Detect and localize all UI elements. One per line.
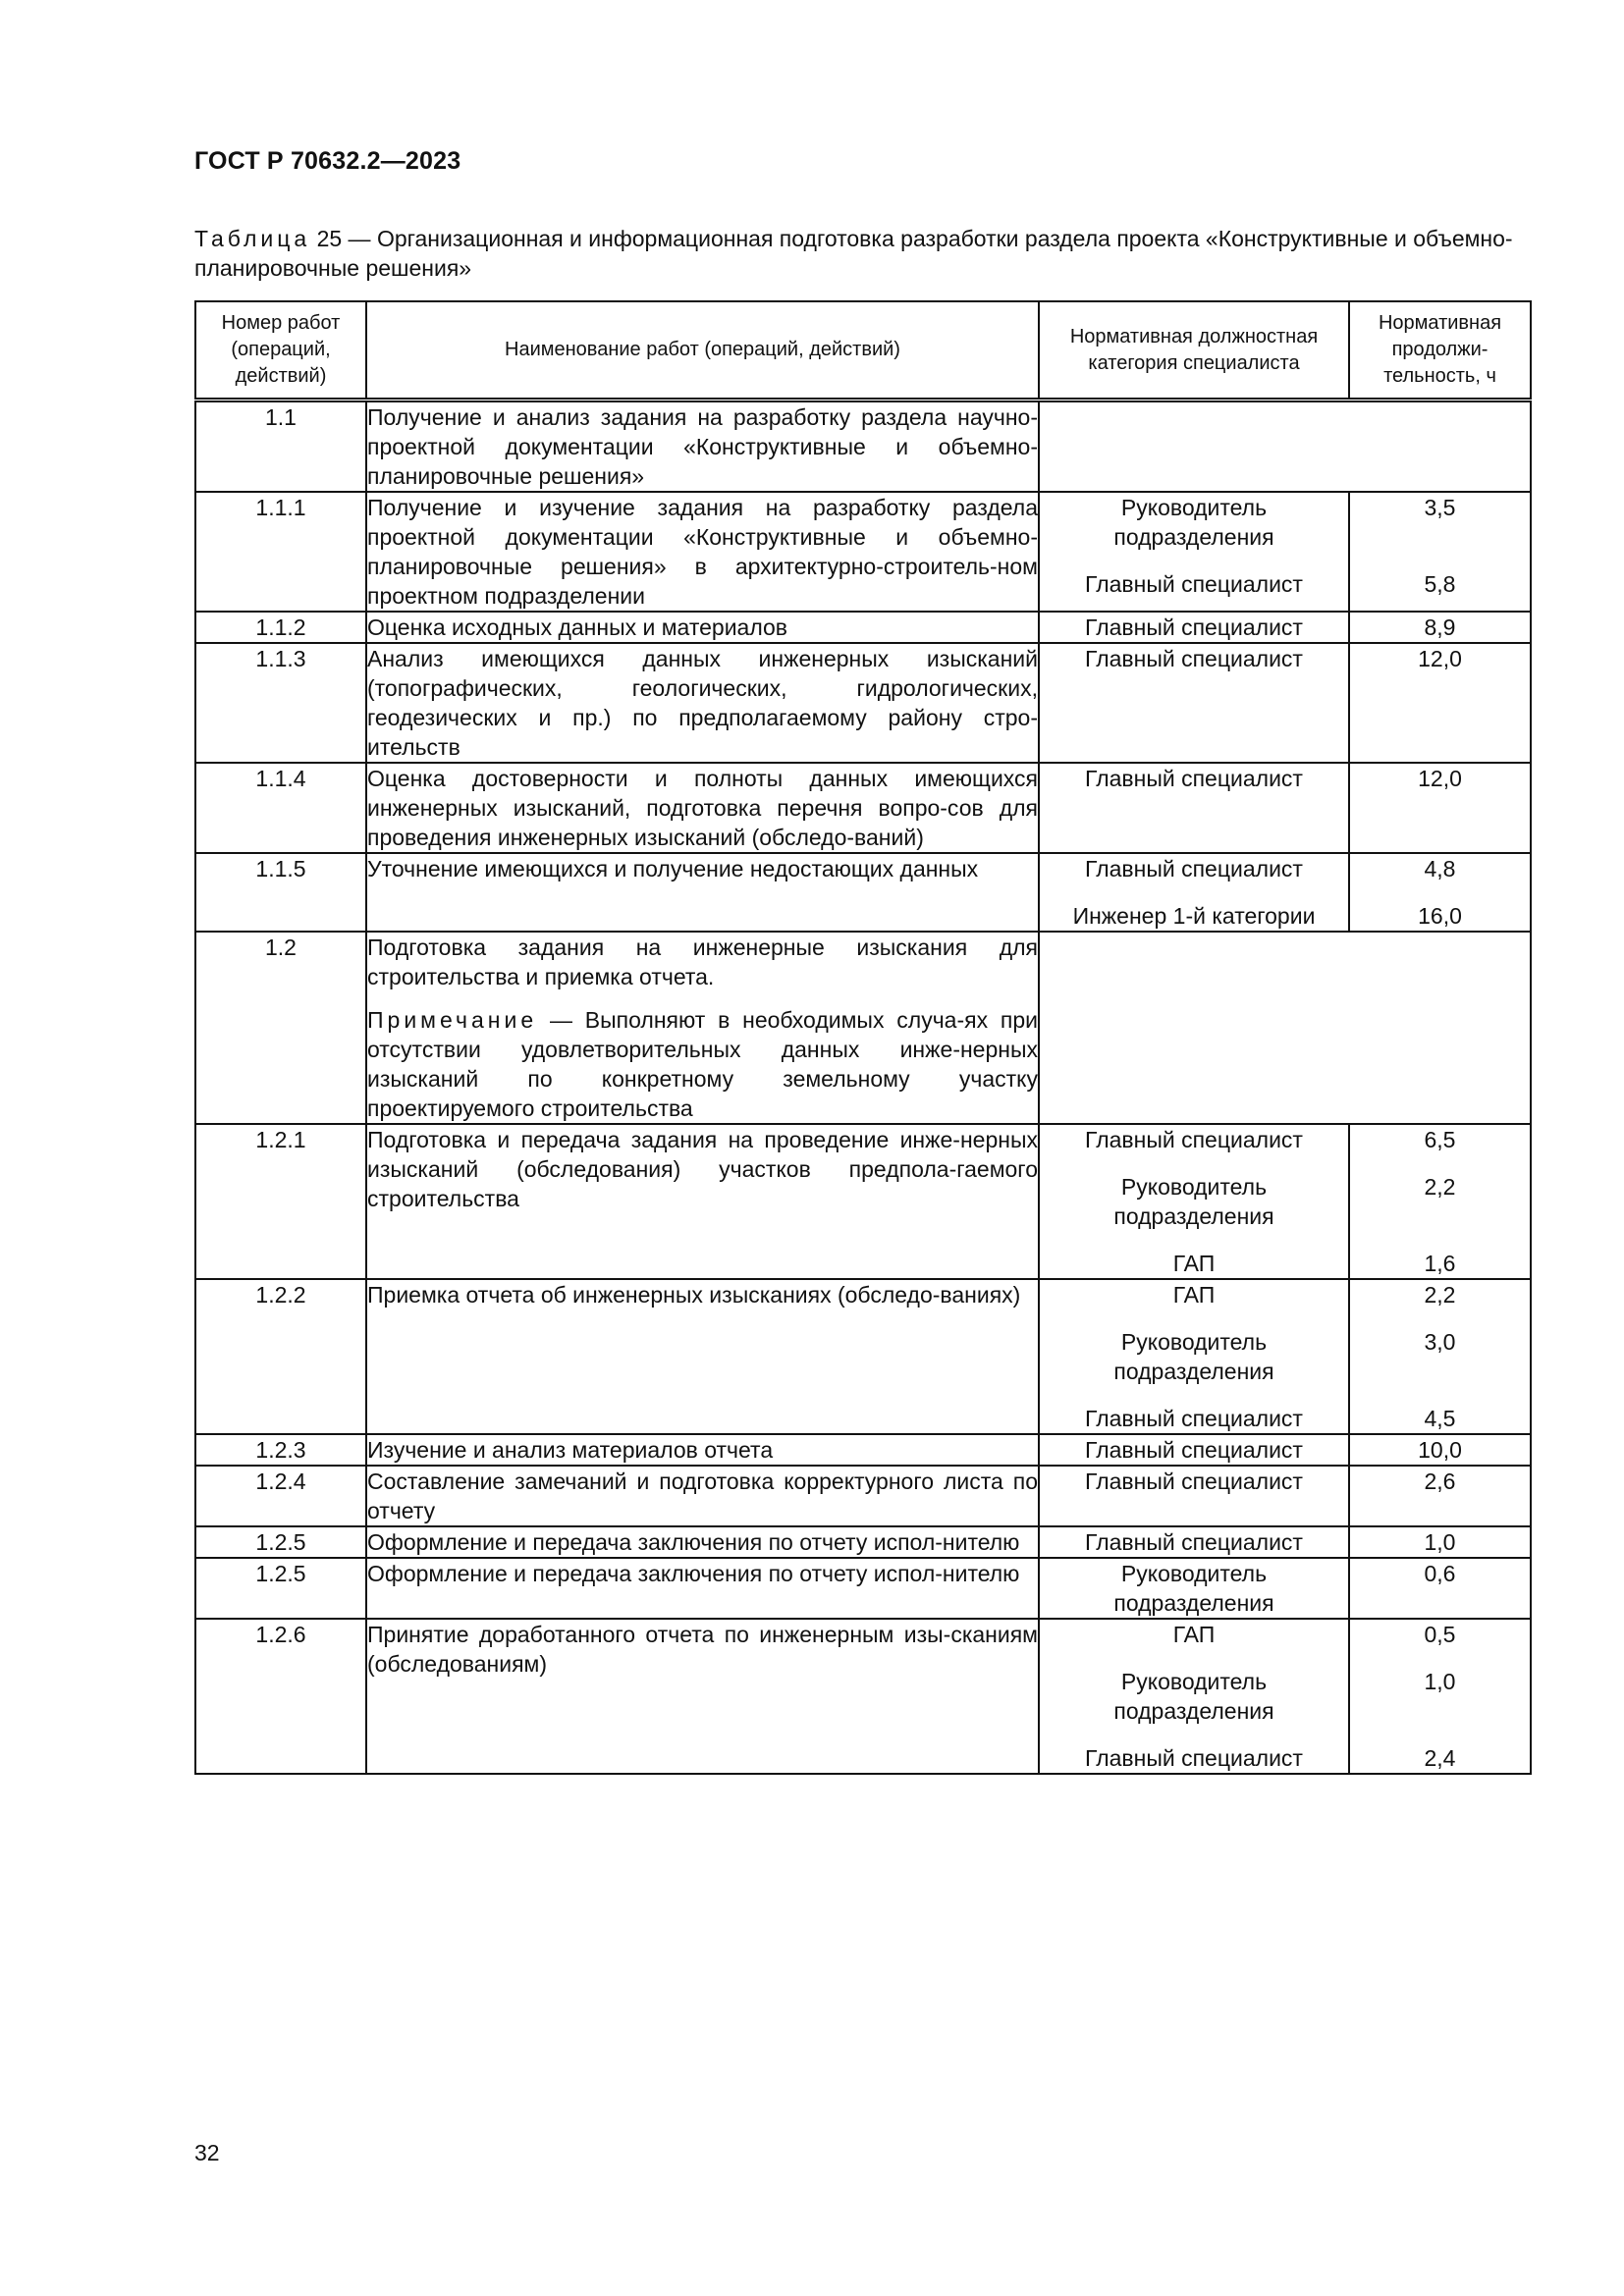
duration-entry: 3,0 — [1424, 1329, 1456, 1355]
merged-empty-cell — [1039, 932, 1531, 1124]
merged-empty-cell — [1039, 400, 1531, 493]
specialist-entry: Главный специалист — [1085, 766, 1303, 791]
operation-text: Оценка достоверности и полноты данных имеющихся инженерных изысканий, подготовка перечня вопро-сов для проведения инженерных изысканий (обследо-ваний) — [367, 766, 1038, 850]
operation-name — [366, 932, 1039, 1124]
operation-text: Получение и изучение задания на разработку раздела проектной документации «Конструктивные и объемно-планировочные решения» в архитектурно-строитель-ном проектном подразделении — [367, 495, 1038, 609]
operation-number: 1.2.2 — [195, 1279, 366, 1434]
specialist-category — [1039, 1526, 1349, 1558]
specialist-category — [1039, 1558, 1349, 1619]
table-row — [195, 1279, 1531, 1434]
specialist-entry: Главный специалист — [1085, 1529, 1303, 1555]
operation-number: 1.1 — [195, 400, 366, 493]
duration-entry: 10,0 — [1418, 1437, 1462, 1463]
operation-text: Приемка отчета об инженерных изысканиях (обследо-ваниях) — [367, 1282, 1021, 1308]
operation-number: 1.2.5 — [195, 1558, 366, 1619]
operation-text: Получение и анализ задания на разработку раздела научно-проектной документации «Конструктивные и объемно-планировочные решения» — [367, 404, 1038, 489]
operation-name — [366, 853, 1039, 932]
operation-name — [366, 1619, 1039, 1774]
duration-entry: 16,0 — [1418, 903, 1462, 929]
specialist-category — [1039, 1434, 1349, 1466]
specialist-category — [1039, 1466, 1349, 1526]
duration-entry: 1,0 — [1424, 1669, 1456, 1694]
table-row — [195, 400, 1531, 493]
specialist-category — [1039, 1279, 1349, 1434]
operation-text: Оценка исходных данных и материалов — [367, 614, 788, 640]
operation-name — [366, 612, 1039, 643]
specialist-entry: ГАП — [1172, 1282, 1216, 1308]
table-row — [195, 932, 1531, 1124]
duration — [1349, 1124, 1531, 1279]
operation-name — [366, 1466, 1039, 1526]
duration — [1349, 612, 1531, 643]
specialist-entry: Руководитель подразделения — [1113, 1174, 1274, 1229]
page-number: 32 — [194, 2140, 220, 2165]
operation-number: 1.1.4 — [195, 763, 366, 853]
operation-name — [366, 1279, 1039, 1434]
operation-text: Подготовка и передача задания на проведение инже-нерных изысканий (обследования) участков предпола-гаемого строительства — [367, 1127, 1038, 1211]
duration-entry: 4,8 — [1424, 856, 1456, 881]
specialist-entry: Главный специалист — [1085, 1437, 1303, 1463]
duration-entry: 0,6 — [1424, 1561, 1456, 1586]
duration — [1349, 853, 1531, 932]
operation-number: 1.1.3 — [195, 643, 366, 763]
specialist-entry: ГАП — [1172, 1251, 1216, 1276]
operation-number: 1.1.1 — [195, 492, 366, 612]
duration-entry: 12,0 — [1418, 766, 1462, 791]
operation-text: Подготовка задания на инженерные изыскания для строительства и приемка отчета. — [367, 934, 1038, 989]
duration-entry: 0,5 — [1424, 1622, 1456, 1647]
note-label: Примечание — [367, 1007, 538, 1033]
specialist-entry: Главный специалист — [1085, 1127, 1303, 1152]
header-specialist-category: Нормативная должностная категория специалиста — [1039, 301, 1349, 400]
operation-text: Принятие доработанного отчета по инженерным изы-сканиям (обследованиям) — [367, 1622, 1038, 1677]
specialist-entry: Главный специалист — [1085, 1406, 1303, 1431]
duration — [1349, 1558, 1531, 1619]
duration-entry: 3,5 — [1424, 495, 1456, 520]
duration-entry: 4,5 — [1424, 1406, 1456, 1431]
duration-entry: 5,8 — [1424, 571, 1456, 597]
duration — [1349, 1619, 1531, 1774]
operation-name — [366, 643, 1039, 763]
duration-entry: 2,6 — [1424, 1468, 1456, 1494]
specialist-entry: Руководитель подразделения — [1113, 1329, 1274, 1384]
table-row — [195, 1466, 1531, 1526]
specialist-entry: Руководитель подразделения — [1113, 1561, 1274, 1616]
table-row — [195, 1434, 1531, 1466]
duration-entry: 6,5 — [1424, 1127, 1456, 1152]
duration-entry: 1,6 — [1424, 1251, 1456, 1276]
operation-number: 1.2.4 — [195, 1466, 366, 1526]
operation-number: 1.2.1 — [195, 1124, 366, 1279]
duration — [1349, 763, 1531, 853]
duration — [1349, 1279, 1531, 1434]
operation-number: 1.1.2 — [195, 612, 366, 643]
specialist-category — [1039, 763, 1349, 853]
header-duration: Нормативная продолжи-тельность, ч — [1349, 301, 1531, 400]
operation-name — [366, 492, 1039, 612]
duration — [1349, 1466, 1531, 1526]
operation-number: 1.2.5 — [195, 1526, 366, 1558]
header-operation-number: Номер работ (операций, действий) — [195, 301, 366, 400]
specialist-category — [1039, 492, 1349, 612]
table-row — [195, 1558, 1531, 1619]
specialist-entry: Главный специалист — [1085, 1745, 1303, 1771]
specialist-entry: Главный специалист — [1085, 571, 1303, 597]
operation-name — [366, 1434, 1039, 1466]
operation-name — [366, 400, 1039, 493]
duration — [1349, 1526, 1531, 1558]
duration-entry: 1,0 — [1424, 1529, 1456, 1555]
specialist-entry: Главный специалист — [1085, 614, 1303, 640]
duration-entry: 2,2 — [1424, 1282, 1456, 1308]
specialist-entry: Инженер 1-й категории — [1072, 903, 1316, 929]
operation-number: 1.2.6 — [195, 1619, 366, 1774]
specialist-category — [1039, 1124, 1349, 1279]
operation-text: Оформление и передача заключения по отчету испол-нителю — [367, 1529, 1020, 1555]
table-caption — [194, 224, 1530, 283]
document-code: ГОСТ Р 70632.2—2023 — [194, 147, 461, 175]
duration — [1349, 643, 1531, 763]
operation-name — [366, 1558, 1039, 1619]
operation-number: 1.1.5 — [195, 853, 366, 932]
duration — [1349, 1434, 1531, 1466]
duration — [1349, 492, 1531, 612]
specialist-entry: Главный специалист — [1085, 856, 1303, 881]
duration-entry: 2,4 — [1424, 1745, 1456, 1771]
specialist-category — [1039, 1619, 1349, 1774]
operation-number: 1.2 — [195, 932, 366, 1124]
duration-entry: 8,9 — [1424, 614, 1456, 640]
table-row — [195, 853, 1531, 932]
header-operation-name: Наименование работ (операций, действий) — [366, 301, 1039, 400]
specialist-category — [1039, 612, 1349, 643]
table-row — [195, 1124, 1531, 1279]
specialist-entry: Руководитель подразделения — [1113, 495, 1274, 550]
operation-note — [367, 1005, 1038, 1123]
operation-name — [366, 1124, 1039, 1279]
specialist-entry: ГАП — [1172, 1622, 1216, 1647]
specialist-entry: Главный специалист — [1085, 646, 1303, 671]
operation-name — [366, 1526, 1039, 1558]
specialist-category — [1039, 853, 1349, 932]
table-row — [195, 612, 1531, 643]
operation-text: Изучение и анализ материалов отчета — [367, 1437, 774, 1463]
operations-table — [194, 300, 1532, 1775]
table-body — [195, 400, 1531, 1775]
operation-name — [366, 763, 1039, 853]
specialist-category — [1039, 643, 1349, 763]
table-caption-label: Таблица — [194, 226, 311, 251]
operation-text: Анализ имеющихся данных инженерных изысканий (топографических, геологических, гидрологических, геодезических и пр.) по предполагаемому району стро-ительств — [367, 646, 1038, 760]
specialist-entry: Главный специалист — [1085, 1468, 1303, 1494]
table-row — [195, 643, 1531, 763]
operation-text: Составление замечаний и подготовка корректурного листа по отчету — [367, 1468, 1038, 1523]
note-text: — Выполняют в необходимых случа-ях при отсутствии удовлетворительных данных инже-нерных изысканий по конкретному земельному участку проектируемого строительства — [367, 1007, 1038, 1121]
operation-number: 1.2.3 — [195, 1434, 366, 1466]
duration-entry: 12,0 — [1418, 646, 1462, 671]
table-header-row — [195, 301, 1531, 400]
table-row — [195, 763, 1531, 853]
table-row — [195, 492, 1531, 612]
table-row — [195, 1526, 1531, 1558]
table-row — [195, 1619, 1531, 1774]
specialist-entry: Руководитель подразделения — [1113, 1669, 1274, 1724]
operation-text: Оформление и передача заключения по отчету испол-нителю — [367, 1561, 1020, 1586]
duration-entry: 2,2 — [1424, 1174, 1456, 1200]
table-caption-text: 25 — Организационная и информационная подготовка разработки раздела проекта «Конструктивные и объемно-планировочные решения» — [194, 226, 1513, 281]
operation-text: Уточнение имеющихся и получение недостающих данных — [367, 856, 979, 881]
